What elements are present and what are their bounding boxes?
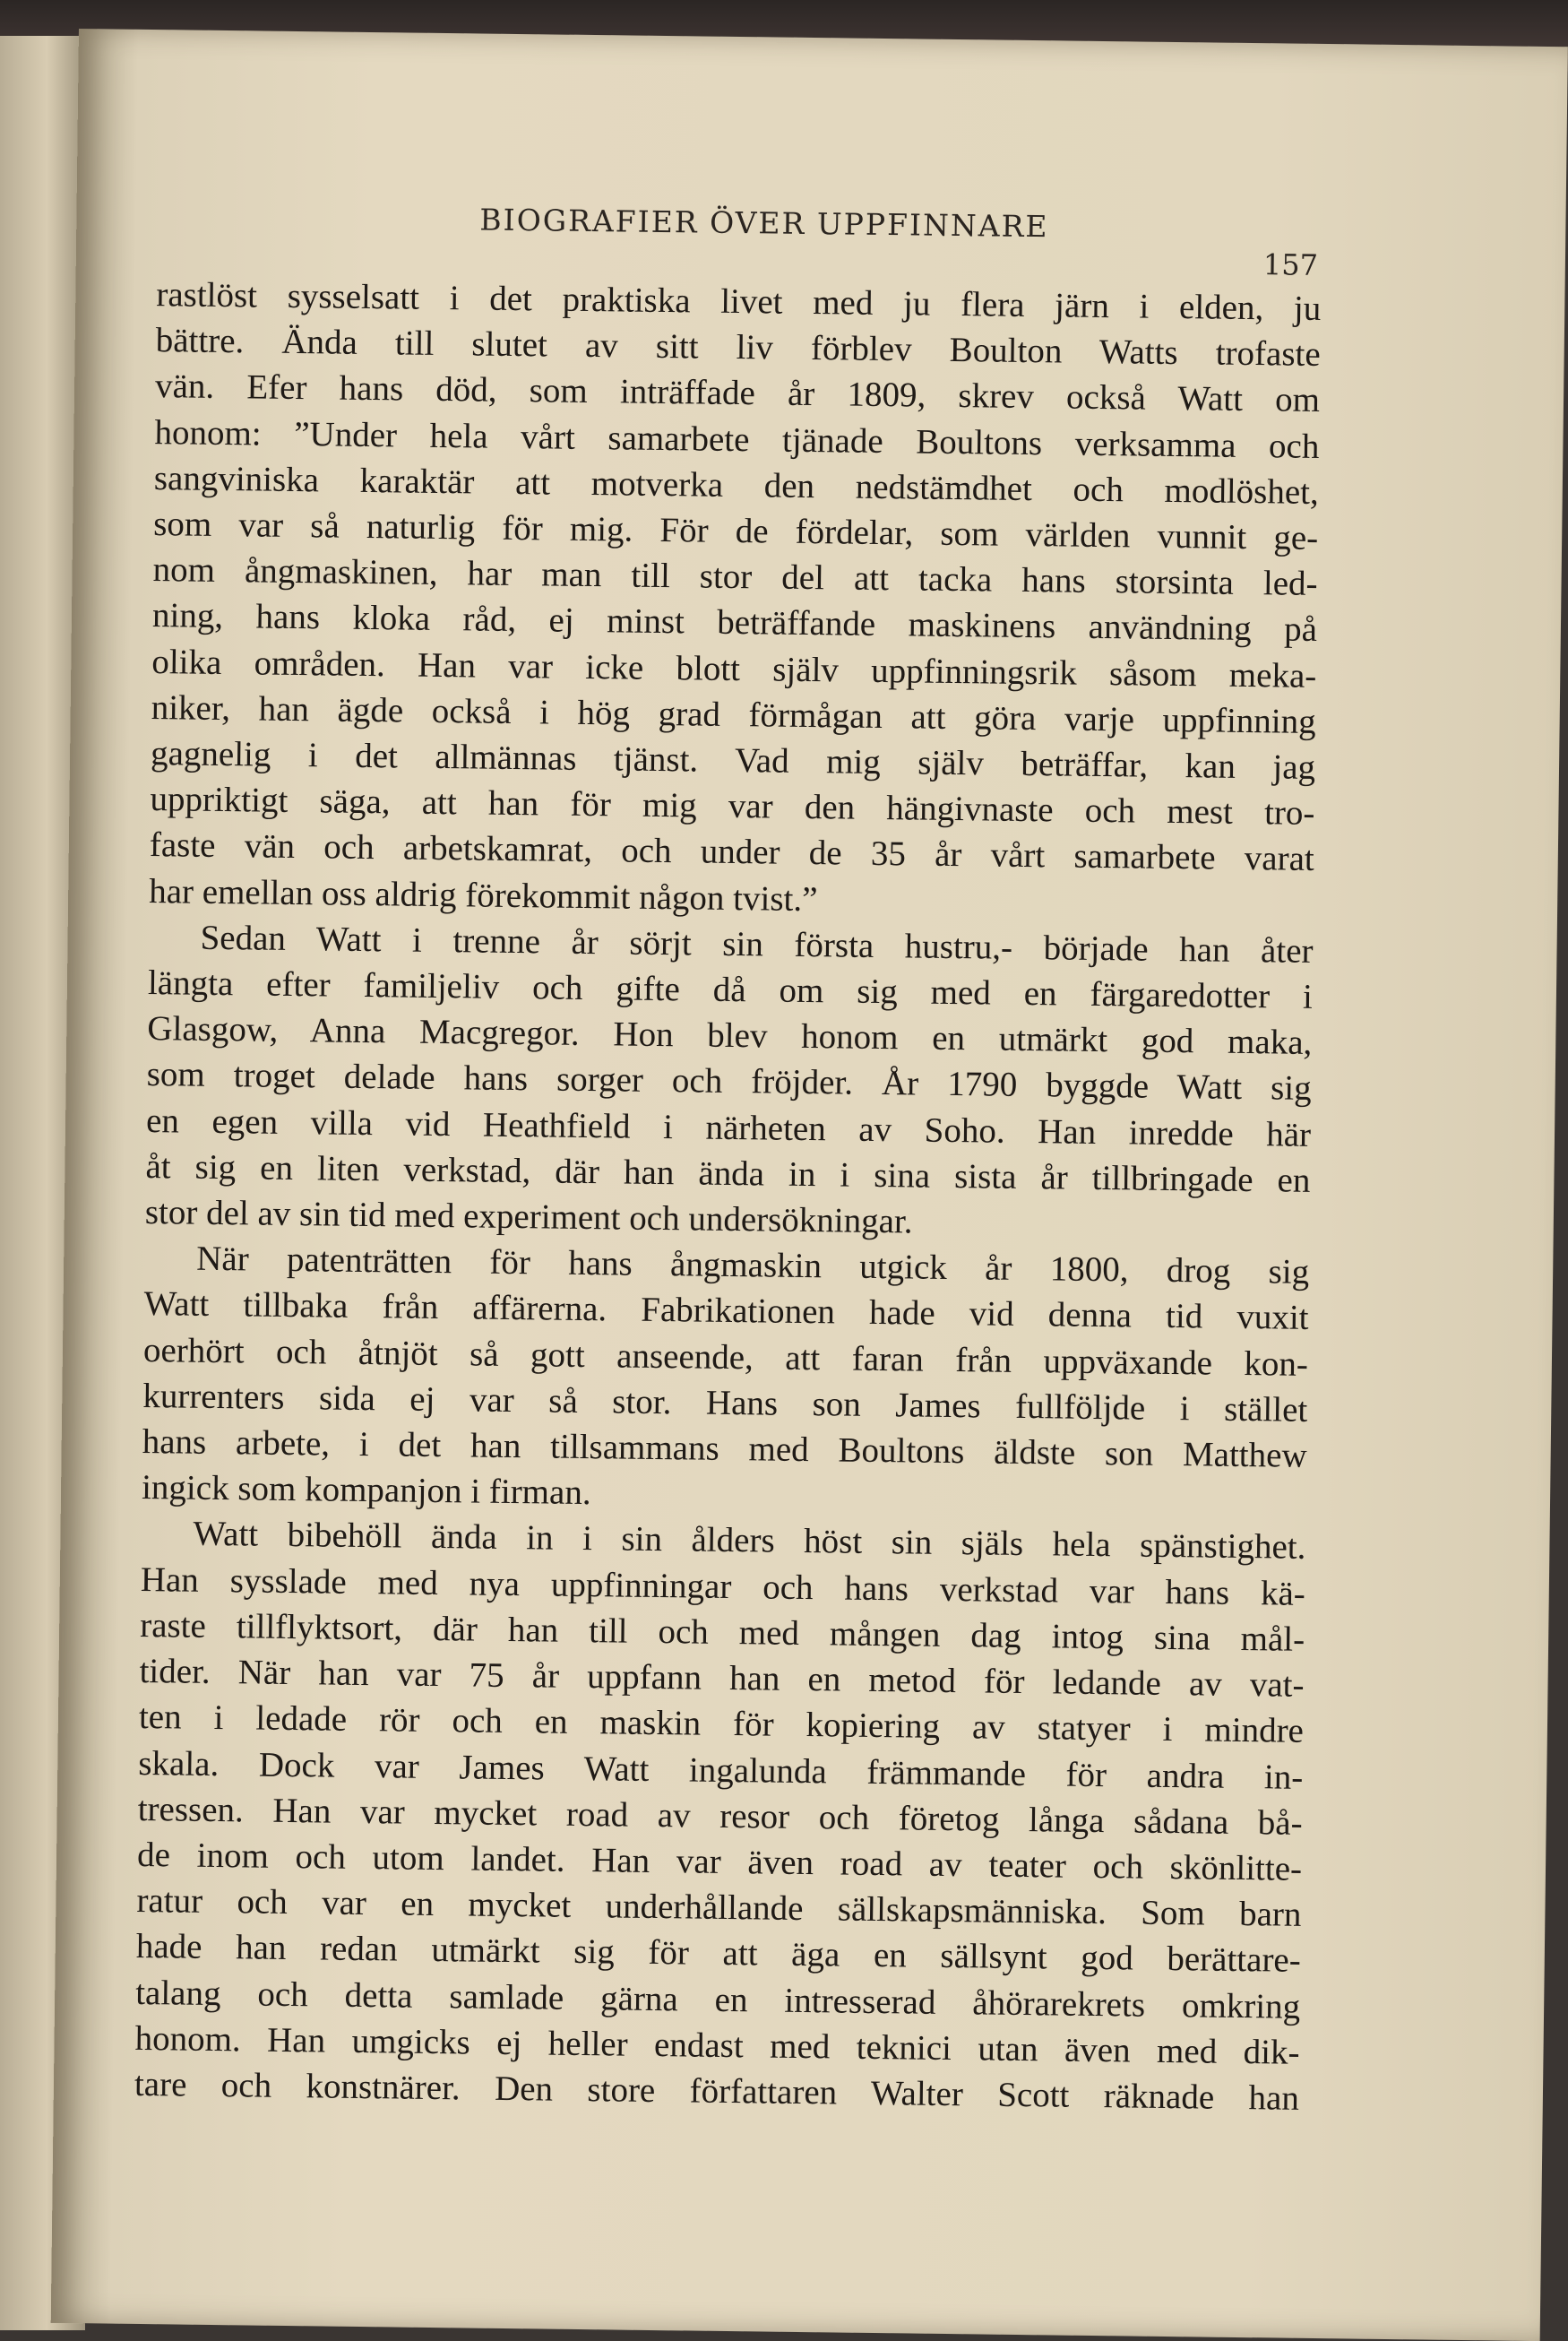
text-line: sangviniska karaktär att motverka den nedstämdhet och modlöshet,: [153, 458, 1320, 512]
text-line: Sedan Watt i trenne år sörjt sin första hustru,- började han åter: [200, 918, 1314, 971]
text-line: Glasgow, Anna Macgregor. Hon blev honom en utmärkt god maka,: [147, 1009, 1313, 1063]
text-line: tressen. Han var mycket road av resor och företog långa sådana bå-: [137, 1789, 1303, 1843]
text-line: uppriktigt säga, att han för mig var den hängivnaste och mest tro-: [150, 780, 1315, 834]
text-line: längta efter familjeliv och gifte då om sig med en färgaredotter i: [147, 963, 1314, 1016]
book-page: [51, 29, 1568, 2341]
running-head: BIOGRAFIER ÖVER UPPFINNARE: [479, 202, 1049, 245]
text-line: När patenträtten för hans ångmaskin utgick år 1800, drog sig: [195, 1239, 1310, 1292]
text-line: talang och detta samlade gärna en intresserad åhörarekrets omkring: [134, 1973, 1301, 2026]
text-line: de inom och utom landet. Han var även road av teater och skönlitte-: [136, 1835, 1303, 1888]
text-line: ten i ledade rör och en maskin för kopiering av statyer i mindre: [138, 1697, 1305, 1751]
text-line: olika områden. Han var icke blott själv uppfinningsrik såsom meka-: [151, 642, 1317, 695]
text-line: gagnelig i det allmännas tjänst. Vad mig själv beträffar, kan jag: [150, 734, 1316, 787]
text-line: rastlöst sysselsatt i det praktiska livet med ju flera järn i elden, ju: [156, 275, 1322, 328]
text-line: ingick som kompanjon i firman.: [141, 1468, 591, 1513]
text-line: ning, hans kloka råd, ej minst beträffande maskinens användning på: [151, 596, 1318, 650]
text-line: en egen villa vid Heathfield i närheten av Soho. Han inredde här: [145, 1101, 1312, 1154]
text-line: åt sig en liten verkstad, där han ända in i sina sista år tillbringade en: [145, 1146, 1311, 1200]
text-line: faste vän och arbetskamrat, och under de 35 år vårt samarbete varat: [149, 825, 1315, 879]
text-line: som var så naturlig för mig. För de fördelar, som världen vunnit ge-: [152, 505, 1319, 557]
text-line: skala. Dock var James Watt ingalunda främmande för andra in-: [138, 1743, 1304, 1797]
text-line: kurrenters sida ej var så stor. Hans son James fullföljde i stället: [142, 1376, 1308, 1430]
text-line: tare och konstnärer. Den store författaren Walter Scott räknade han: [134, 2064, 1300, 2118]
text-line: hade han redan utmärkt sig för att äga en sällsynt god berättare-: [135, 1927, 1302, 1981]
text-line: oerhört och åtnjöt så gott anseende, att faran från uppväxande kon-: [142, 1330, 1309, 1384]
text-line: nom ångmaskinen, har man till stor del att tacka hans storsinta led-: [152, 550, 1318, 604]
text-line: Han sysslade med nya uppfinningar och hans verkstad var hans kä-: [140, 1559, 1306, 1613]
text-line: Watt tillbaka från affärerna. Fabrikationen hade vid denna tid vuxit: [143, 1284, 1309, 1338]
text-line: som troget delade hans sorger och fröjder. År 1790 byggde Watt sig: [146, 1055, 1312, 1109]
body-text: [134, 272, 1322, 2121]
page-number: 157: [1262, 247, 1319, 282]
text-line: hans arbete, i det han tillsammans med Boultons äldste son Matthew: [142, 1422, 1307, 1475]
text-line: honom. Han umgicks ej heller endast med teknici utan även med dik-: [134, 2018, 1300, 2072]
text-line: stor del av sin tid med experiment och undersökningar.: [144, 1193, 913, 1241]
text-line: har emellan oss aldrig förekommit någon tvist.”: [148, 871, 818, 919]
text-line: niker, han ägde också i hög grad förmågan att göra varje uppfinning: [151, 687, 1316, 741]
text-line: Watt bibehöll ända in i sin ålders höst sin själs hela spänstighet.: [193, 1515, 1306, 1568]
text-line: vän. Efer hans död, som inträffade år 1809, skrev också Watt om: [154, 367, 1321, 420]
text-line: bättre. Ända till slutet av sitt liv förblev Boulton Watts trofaste: [155, 321, 1321, 375]
text-line: raste tillflyktsort, där han till och med mången dag intog sina mål-: [139, 1605, 1305, 1659]
text-line: tider. När han var 75 år uppfann han en metod för ledande av vat-: [139, 1652, 1305, 1705]
text-line: honom: ”Under hela vårt samarbete tjänade Boultons verksamma och: [154, 412, 1320, 466]
text-line: ratur och var en mycket underhållande sällskapsmänniska. Som barn: [136, 1881, 1302, 1934]
